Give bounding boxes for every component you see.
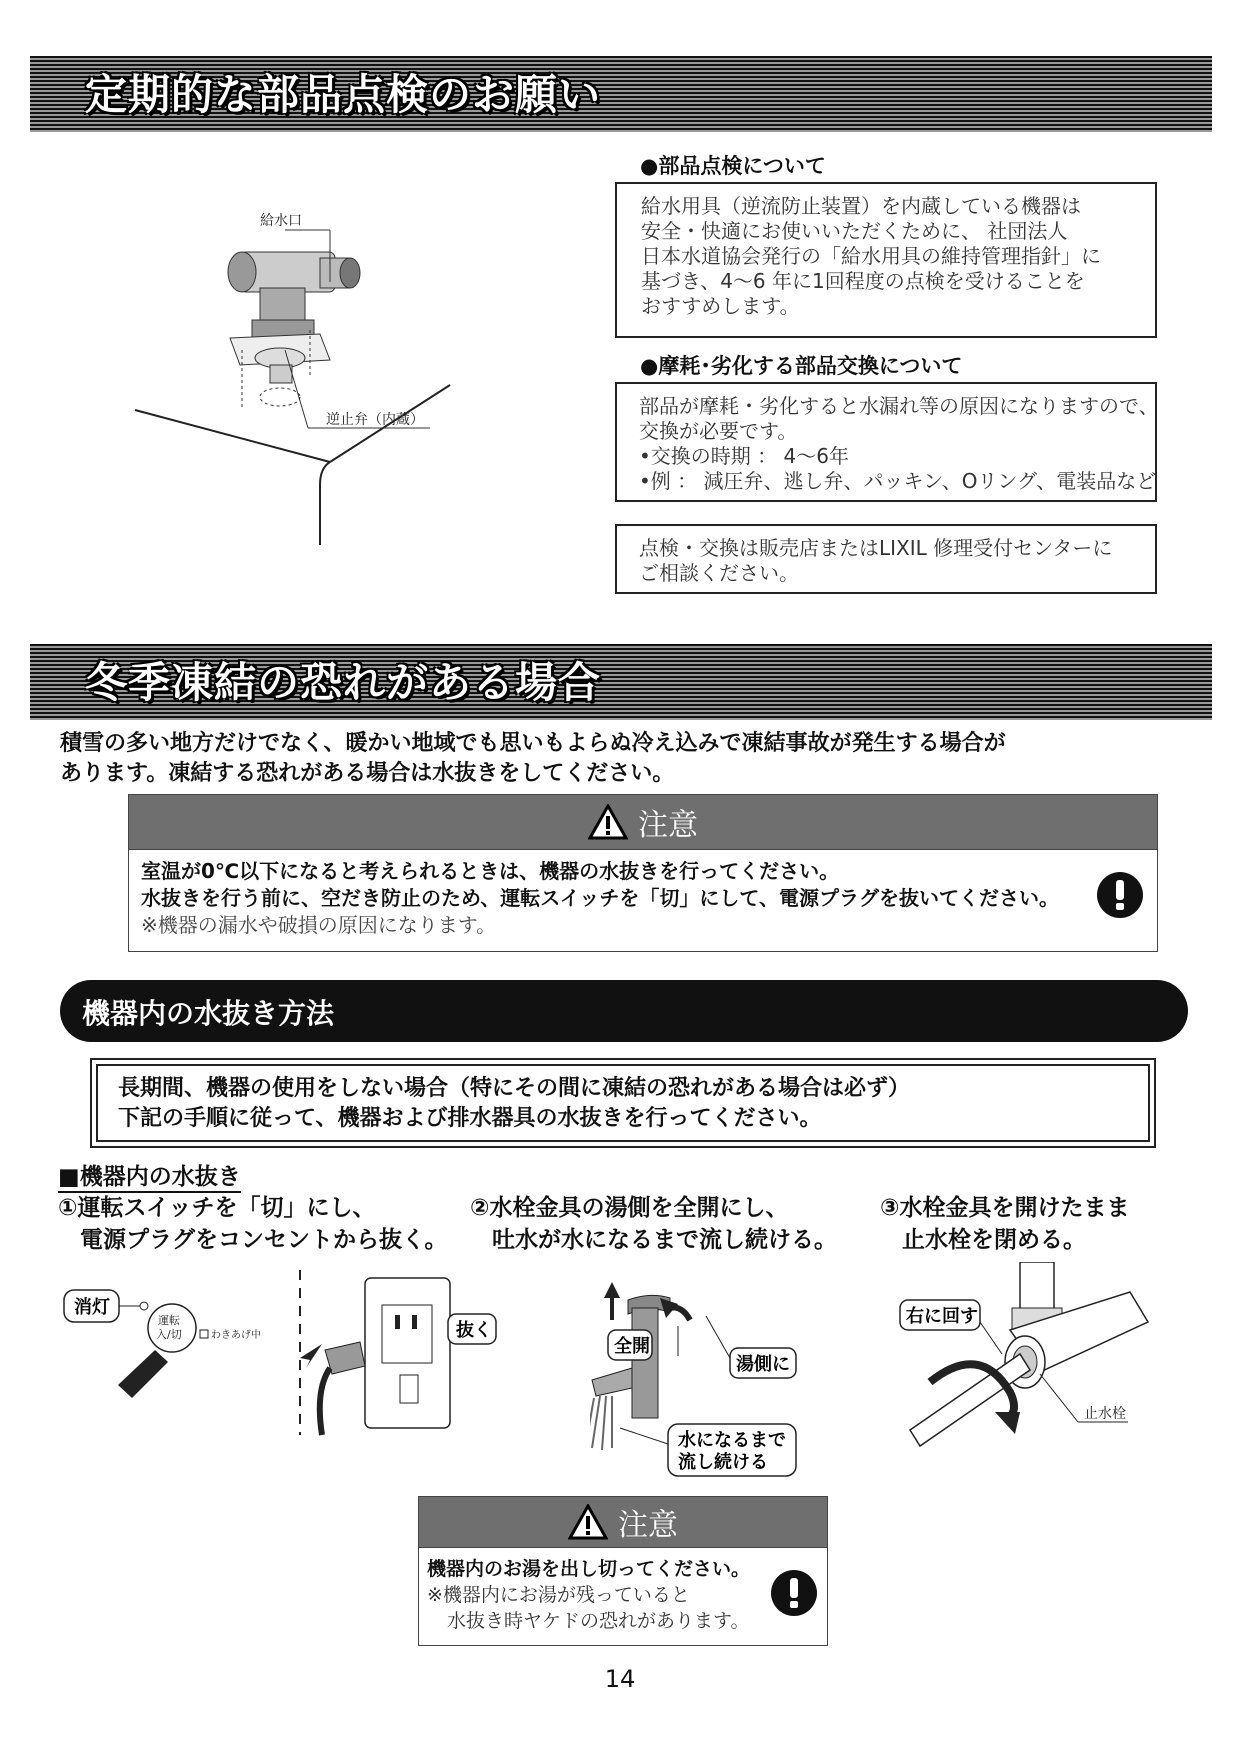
text-line: 給水用具（逆流防止装置）を内蔵している機器は <box>641 194 1081 218</box>
intro-line: あります。凍結する恐れがある場合は水抜きをしてください。 <box>60 761 675 786</box>
up-arrow-icon <box>604 1282 620 1320</box>
text-line: おすすめします。 <box>641 294 800 318</box>
step-line: 止水栓を閉める。 <box>902 1227 1086 1253</box>
caution-line: ※機器内にお湯が残っていると <box>427 1584 690 1606</box>
text-line: 点検・交換は販売店またはLIXIL 修理受付センターに <box>639 536 1113 560</box>
step-3 <box>880 1192 1129 1256</box>
step-line: 電源プラグをコンセントから抜く。 <box>80 1227 448 1253</box>
section-title: 定期的な部品点検のお願い <box>85 70 602 119</box>
illustration-switch-unplug <box>60 1270 500 1440</box>
illustration-stop-valve <box>890 1262 1150 1462</box>
switch-label-2: 入/切 <box>156 1328 182 1341</box>
text-line: 安全・快適にお使いいただくために、 社団法人 <box>641 219 1068 243</box>
step-2 <box>470 1192 837 1256</box>
caution-line: 水抜きを行う前に、空だき防止のため、運転スイッチを「切」にして、電源プラグを抜いてください。 <box>141 886 1059 910</box>
replacement-box <box>615 382 1157 502</box>
section-header-parts-inspection <box>30 56 1212 132</box>
drain-subheading: ■機器内の水抜き <box>58 1158 241 1193</box>
step-1 <box>58 1192 448 1256</box>
text-line: ご相談ください。 <box>639 561 799 585</box>
notice-line: 下記の手順に従って、機器および排水器具の水抜きを行ってください。 <box>118 1106 822 1131</box>
text-line: 交換が必要です。 <box>639 419 798 443</box>
caution-line: ※機器の漏水や破損の原因になります。 <box>141 913 497 937</box>
caution-line: 室温が0℃以下になると考えられるときは、機器の水抜きを行ってください。 <box>141 859 840 883</box>
arrow-icon <box>300 1344 322 1368</box>
contact-box <box>615 524 1157 594</box>
caution-body <box>419 1548 827 1642</box>
label-light-off: 消灯 <box>74 1297 110 1318</box>
caution-line: 機器内のお湯を出し切ってください。 <box>427 1558 751 1580</box>
label-turn-right: 右に回す <box>906 1306 978 1327</box>
text-line: 日本水道協会発行の「給水用具の維持管理指針」に <box>641 244 1101 268</box>
step-line: ②水栓金具の湯側を全開にし、 <box>470 1195 789 1221</box>
finger-icon <box>118 1350 168 1398</box>
caution-header <box>129 795 1157 850</box>
section-title: 冬季凍結の恐れがある場合 <box>85 658 602 707</box>
label-unplug: 抜く <box>456 1320 492 1341</box>
section-header-freezing <box>30 644 1212 720</box>
faucet-icon <box>632 1308 658 1418</box>
notice-line: 長期間、機器の使用をしない場合（特にその間に凍結の恐れがある場合は必ず） <box>118 1076 911 1101</box>
replacement-heading: ●摩耗･劣化する部品交換について <box>640 354 963 378</box>
label-keep-running-1: 水になるまで <box>678 1430 786 1451</box>
warning-triangle-icon <box>588 804 628 840</box>
caution-box-freezing <box>128 794 1158 952</box>
text-line: •例 ： 減圧弁、逃し弁、パッキン、Oリング、電装品など <box>639 469 1157 493</box>
caution-title: 注意 <box>638 808 698 843</box>
warning-triangle-icon <box>568 1504 608 1540</box>
switch-label-1: 運転 <box>158 1314 180 1327</box>
exclamation-icon <box>771 1570 817 1616</box>
step-line: ①運転スイッチを「切」にし、 <box>58 1195 376 1221</box>
caution-body <box>129 850 1157 947</box>
caution-header <box>419 1497 827 1548</box>
water-inlet-diagram <box>130 200 600 560</box>
caution-box-scald <box>418 1496 828 1646</box>
page-number: 14 <box>604 1665 636 1693</box>
caution-title: 注意 <box>618 1508 678 1543</box>
label-full-open: 全開 <box>614 1336 650 1357</box>
text-line: •交換の時期 ： 4～6年 <box>639 444 849 468</box>
drain-method-title: 機器内の水抜き方法 <box>82 997 335 1030</box>
drain-method-header <box>60 980 1188 1042</box>
inspection-box <box>615 182 1157 338</box>
exclamation-icon <box>1097 872 1143 918</box>
drain-notice-box <box>90 1058 1156 1148</box>
label-keep-running-2: 流し続ける <box>678 1452 768 1473</box>
step-line: ③水栓金具を開けたまま <box>880 1195 1130 1221</box>
illustration-faucet <box>590 1268 820 1478</box>
label-hot-side: 湯側に <box>736 1354 790 1375</box>
caution-line: 水抜き時ヤケドの恐れがあります。 <box>447 1610 750 1632</box>
intro-line: 積雪の多い地方だけでなく、暖かい地域でも思いもよらぬ冷え込みで凍結事故が発生する場合が <box>60 731 1006 756</box>
label-water-inlet: 給水口 <box>260 213 302 229</box>
label-check-valve: 逆止弁（内蔵） <box>326 412 424 428</box>
text-line: 部品が摩耗・劣化すると水漏れ等の原因になりますので、 <box>639 394 1159 418</box>
step-line: 吐水が水になるまで流し続ける。 <box>492 1227 837 1253</box>
text-line: 基づき、4～6 年に1回程度の点検を受けることを <box>641 269 1085 293</box>
label-stop-valve: 止水栓 <box>1084 1406 1126 1422</box>
inspection-heading: ●部品点検について <box>640 154 826 178</box>
rotate-arrow-icon <box>995 1412 1020 1434</box>
label-reheat: わきあげ中 <box>211 1330 261 1341</box>
